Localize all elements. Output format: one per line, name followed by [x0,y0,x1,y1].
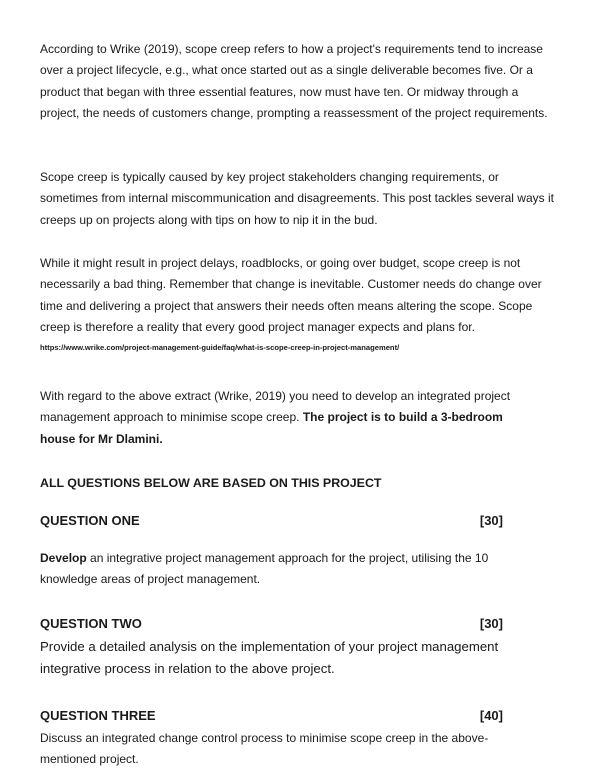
question-two-text: Provide a detailed analysis on the implementation of your project management integrative process in relation to the above project. [40,639,499,676]
question-one-lead: Develop [40,551,87,565]
task-paragraph [40,386,530,450]
question-three-marks: [40] [479,708,503,723]
question-three-header [40,708,503,726]
question-two-marks: [30] [479,616,503,631]
question-two-header [40,616,503,634]
question-one-body: an integrative project management approach for the project, utilising the 10 knowledge areas of project management. [40,551,489,587]
task-text: With regard to the above extract (Wrike, 2019) you need to develop an integrated project management approach to minimise scope creep. [40,389,511,425]
intro-paragraph-3: While it might result in project delays, roadblocks, or going over budget, scope creep is not necessarily a bad thing. Remember that change is inevitable. Customer needs do change over time and delivering a project that answers their needs often means altering the scope. Scope creep is therefore a reality that every good project manager expects and plans for. [40,256,542,334]
task-project-statement: The project is to build a 3-bedroom house for Mr Dlamini. [40,410,503,446]
question-three-text: Discuss an integrated change control process to minimise scope creep in the above-mentioned project. [40,731,489,767]
question-two-title: QUESTION TWO [40,616,142,631]
question-one-title: QUESTION ONE [40,513,140,528]
intro-paragraph-2: Scope creep is typically caused by key project stakeholders changing requirements, or sometimes from internal miscommunication and disagreements. This post tackles several ways it creeps up on projects along with tips on how to nip it in the bud. [40,170,554,227]
question-three-title: QUESTION THREE [40,708,156,723]
source-url: https://www.wrike.com/project-management-guide/faq/what-is-scope-creep-in-project-management/ [40,343,400,352]
question-one-text [40,548,510,591]
question-one-marks: [30] [479,513,503,528]
question-one-header [40,513,503,531]
intro-paragraph-1: According to Wrike (2019), scope creep refers to how a project's requirements tend to increase over a project lifecycle, e.g., what once started out as a single deliverable becomes five. Or a product that began with three essential features, now must have ten. Or midway through a project, the needs of customers change, prompting a reassessment of the project requirements. [40,42,548,120]
all-questions-heading: ALL QUESTIONS BELOW ARE BASED ON THIS PROJECT [40,476,382,490]
